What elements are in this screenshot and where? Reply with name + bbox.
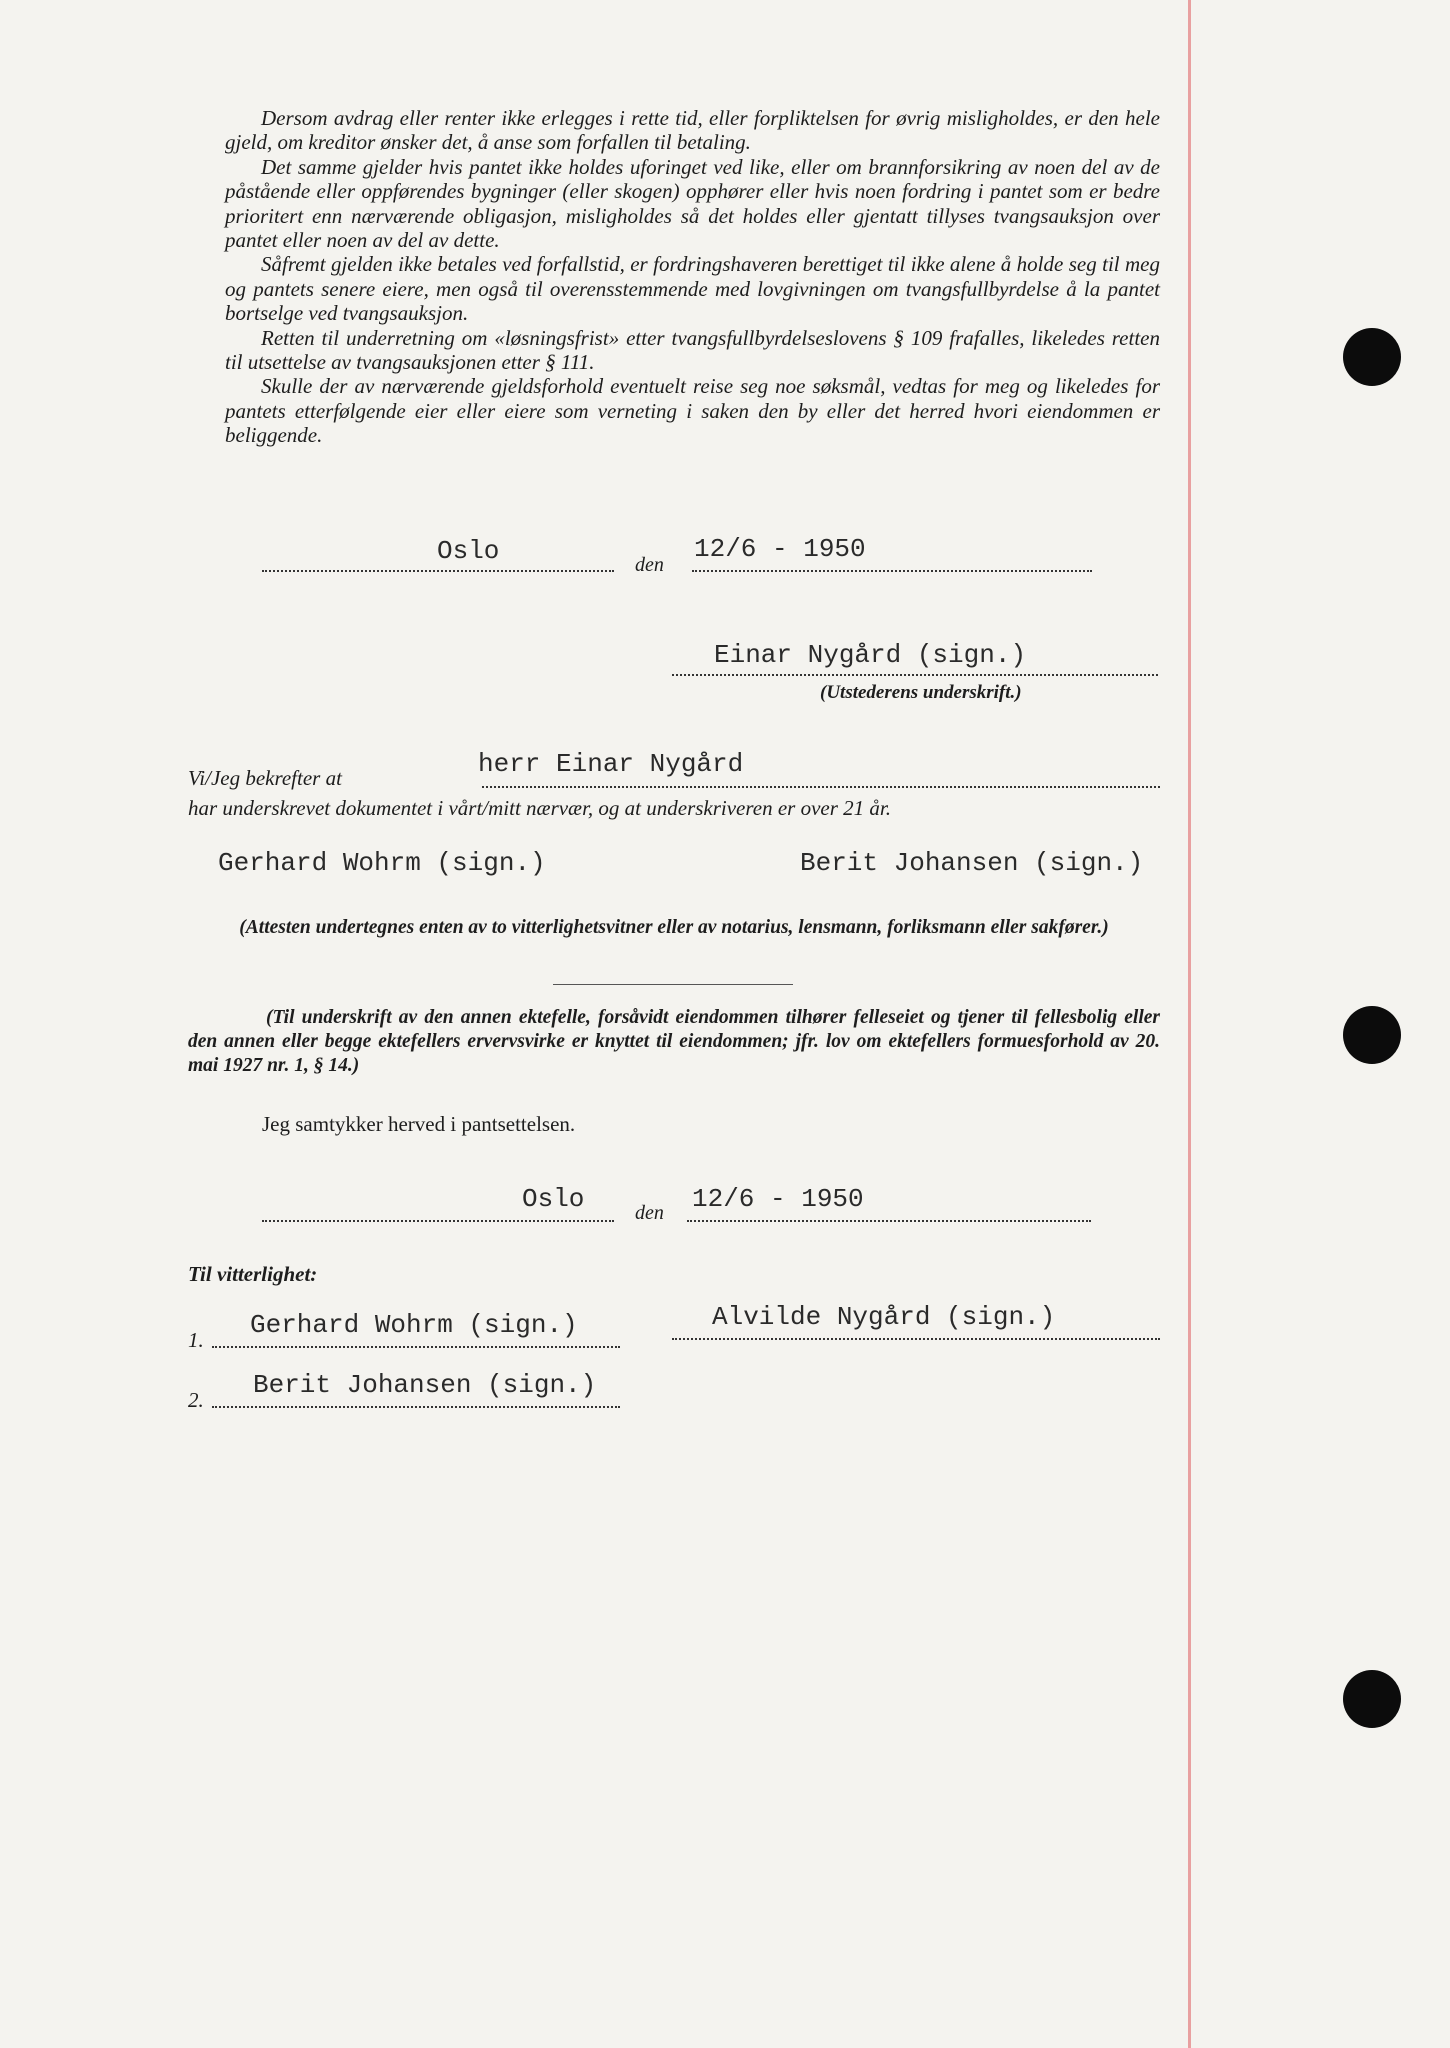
spouse-signature-line: [672, 1338, 1160, 1340]
witness-number: 2.: [188, 1388, 204, 1412]
margin-line: [1188, 0, 1191, 2048]
witness-line: [212, 1346, 620, 1348]
consent-text: Jeg samtykker herved i pantsettelsen.: [262, 1112, 576, 1136]
witness-signature: Gerhard Wohrm (sign.): [250, 1310, 578, 1340]
paragraph: Retten til underretning om «løsningsfrist» etter tvangsfullbyrdelseslovens § 109 frafalles, likeledes retten til utsettelse av tvangsauksjonen etter § 111.: [225, 325, 1160, 375]
place-line: [262, 570, 614, 572]
issuer-caption: (Utstederens underskrift.): [820, 682, 1022, 703]
confirmation-text: har underskrevet dokumentet i vårt/mitt nærvær, og at underskriveren er over 21 år.: [188, 796, 891, 820]
witness-line: [212, 1406, 620, 1408]
place-2: Oslo: [522, 1184, 585, 1214]
spouse-signature: Alvilde Nygård (sign.): [712, 1302, 1056, 1332]
witness-heading: Til vitterlighet:: [188, 1262, 318, 1286]
spouse-note: (Til underskrift av den annen ektefelle, forsåvidt eiendommen tilhører felleseiet og tjener til fellesbolig eller den annen eller begge ektefellers ervervsvirke er knyttet til eiendommen; jfr. lov om ektefellers formuesforhold av 20. mai 1927 nr. 1, § 14.): [188, 1007, 1160, 1076]
paragraph: Det samme gjelder hvis pantet ikke holdes uforinget ved like, eller om brannforsikring av noen del av de påstående eller oppførendes bygninger (eller skogen) opphører eller hvis noen fordring i pantet som er bedre prioritert enn nærværende obligasjon, misligholdes så det holdes eller gjentatt tillyses tvangsauksjon over pantet eller noen av del av dette.: [225, 154, 1160, 253]
place-line: [262, 1220, 614, 1222]
place-1: Oslo: [437, 536, 500, 566]
divider: [553, 984, 793, 985]
paragraph: Dersom avdrag eller renter ikke erlegges i rette tid, eller forpliktelsen for øvrig misligholdes, er den hele gjeld, om kreditor ønsker det, å anse som forfallen til betaling.: [225, 106, 1160, 155]
den-label: den: [635, 1202, 664, 1224]
attest-note: (Attesten undertegnes enten av to vitterlighetsvitner eller av notarius, lensmann, forliksmann eller sakfører.): [239, 917, 1109, 938]
witness-signature-right: Berit Johansen (sign.): [800, 848, 1144, 878]
punch-hole: [1343, 328, 1401, 386]
confirmation-prefix: Vi/Jeg bekrefter at: [188, 766, 342, 790]
date-line: [692, 570, 1092, 572]
witness-number: 1.: [188, 1328, 204, 1352]
paragraph: Såfremt gjelden ikke betales ved forfallstid, er fordringshaveren berettiget til ikke alene å holde seg til meg og pantets senere eiere, men også til overensstemmende med lovgivningen om tvangsfullbyrdelse å la pantet bortselge ved tvangsauksjon.: [225, 252, 1160, 326]
date-line: [687, 1220, 1091, 1222]
punch-hole: [1343, 1670, 1401, 1728]
den-label: den: [635, 554, 664, 576]
date-2: 12/6 - 1950: [692, 1184, 864, 1214]
date-1: 12/6 - 1950: [694, 534, 866, 564]
punch-hole: [1343, 1006, 1401, 1064]
mortgage-terms: [225, 106, 1160, 448]
witness-signature-left: Gerhard Wohrm (sign.): [218, 848, 546, 878]
witness-signature: Berit Johansen (sign.): [253, 1370, 597, 1400]
issuer-signature: Einar Nygård (sign.): [714, 640, 1027, 670]
confirmation-name: herr Einar Nygård: [478, 749, 744, 779]
paragraph: Skulle der av nærværende gjeldsforhold eventuelt reise seg noe søksmål, vedtas for meg og likeledes for pantets etterfølgende eier eller eiere som verneting i saken den by eller det herred hvori eiendommen er beliggende.: [225, 374, 1160, 448]
confirmation-line: [482, 786, 1160, 788]
signature-line: [672, 674, 1158, 676]
